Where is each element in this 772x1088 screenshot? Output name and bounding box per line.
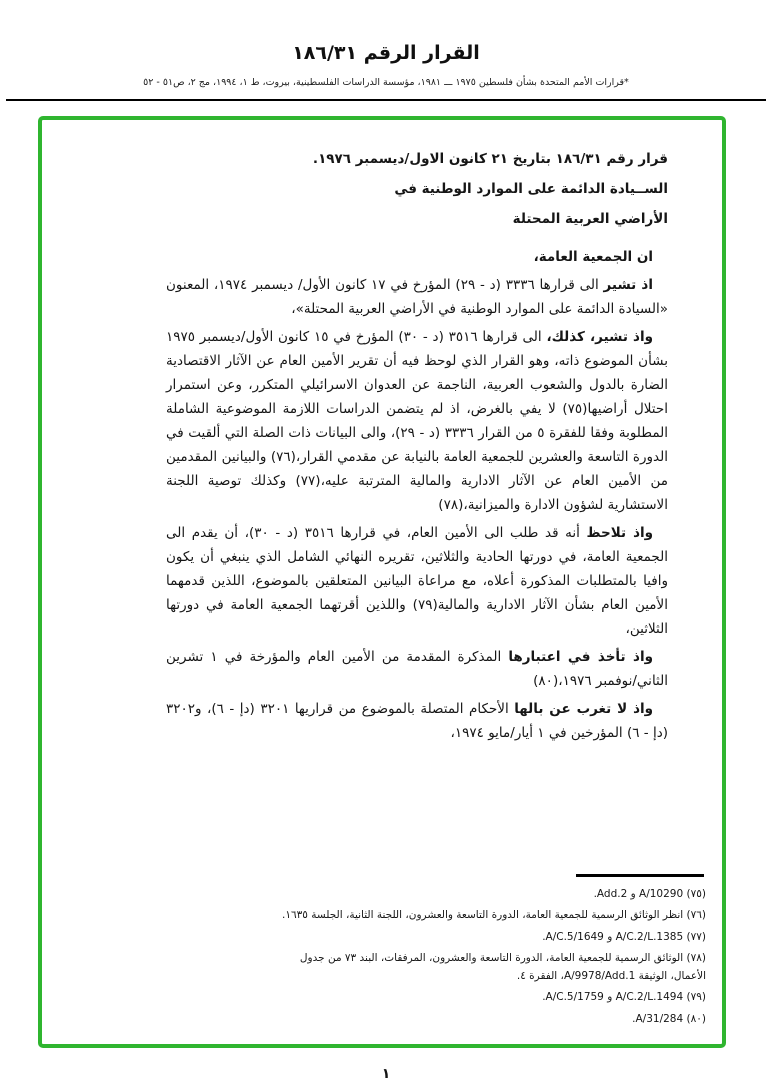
- paragraph-lead: واذ تلاحظ: [586, 525, 654, 541]
- footnote-number: (٨٠): [686, 1012, 706, 1025]
- paragraph-lead: واذ تأخذ في اعتبارها: [508, 649, 653, 665]
- footnote-number: (٧٦): [686, 909, 706, 921]
- heading-line: الســيادة الدائمة على الموارد الوطنية في: [394, 181, 668, 197]
- heading-line: قرار رقم ١٨٦/٣١ بتاريخ ٢١ كانون الاول/ديسمبر ١٩٧٦.: [312, 151, 668, 167]
- paragraph: واذ تشير، كذلك، الى قرارها ٣٥١٦ (د - ٣٠) المؤرخ في ١٥ كانون الأول/ديسمبر ١٩٧٥ بشأن الموضوع ذاته، وهو القرار الذي لوحظ فيه أن تقرير الأمين العام عن الآثار الاقتصادية الضارة بالدول والشعوب العربية، الناجمة عن العدوان الاسرائيلي المتكرر، وعن استمرار احتلال أراضيها(٧٥) لا يفي بالغرض، اذ لم يتضمن الدراسات اللازمة الموضوعية الشاملة المطلوبة وفقا للفقرة ٥ من القرار ٣٣٣٦ (د - ٢٩)، والى البيانات ذات الصلة التي ألقيت في الدورة التاسعة والعشرين للجمعية العامة بالنيابة عن مقدمي القرار،(٧٦) والبيانين المقدمين من الأمين العام عن الآثار الادارية والمالية المترتبة عليه،(٧٧) وكذلك توصية اللجنة الاستشارية لشؤون الادارة والميزانية،(٧٨): [166, 329, 669, 513]
- document-frame: [38, 116, 726, 1048]
- resolution-heading: [166, 146, 668, 233]
- footnote-number: (٧٨): [686, 952, 706, 964]
- source-citation: *قرارات الأمم المتحدة بشأن فلسطين ١٩٧٥ ـــ ١٩٨١، مؤسسة الدراسات الفلسطينية، بيروت، ط ١، ١٩٩٤، مج ٢، ص٥١ - ٥٢: [143, 77, 629, 88]
- footnote-number: (٧٥): [686, 887, 706, 900]
- header-divider: [6, 99, 766, 101]
- heading-line: الأراضي العربية المحتلة: [512, 211, 668, 227]
- footnote-number: (٧٩): [686, 991, 706, 1003]
- page-header: [0, 0, 772, 88]
- footnote: (٧٨) الوثائق الرسمية للجمعية العامة، الدورة التاسعة والعشرون، المرفقات، البند ٧٣ من جدول الأعمال، الوثيقة A/9978/Add.1، الفقرة ٤.: [299, 952, 706, 982]
- footnote: (٨٠) A/31/284.: [632, 1012, 706, 1025]
- paragraph-lead: ان الجمعية العامة،: [533, 249, 653, 265]
- footnote: (٧٦) انظر الوثائق الرسمية للجمعية العامة، الدورة التاسعة والعشرون، اللجنة الثانية، الجلسة ١٦٣٥.: [282, 909, 706, 921]
- footnote-list: [274, 886, 706, 1029]
- footnote: (٧٧) A/C.2/L.1385 و A/C.5/1649.: [542, 930, 706, 943]
- paragraph: واذ تأخذ في اعتبارها المذكرة المقدمة من الأمين العام والمؤرخة في ١ تشرين الثاني/نوفمبر ١٩٧٦،(٨٠): [166, 649, 668, 689]
- paragraph-lead: اذ تشير: [603, 277, 653, 293]
- paragraph-list: [166, 245, 668, 745]
- page-number: ١: [381, 1066, 391, 1082]
- footnote-number: (٧٧): [686, 930, 706, 943]
- footnote-block: [274, 874, 706, 1033]
- document-body: [42, 120, 722, 745]
- paragraph-lead: واذ لا تغرب عن بالها: [514, 701, 654, 717]
- paragraph: [166, 245, 668, 269]
- paragraph: واذ لا تغرب عن بالها الأحكام المتصلة بالموضوع من قراريها ٣٢٠١ (دإ - ٦)، و٣٢٠٢ (دإ - ٦) المؤرخين في ١ أيار/مايو ١٩٧٤،: [166, 701, 668, 741]
- footnote-divider: [576, 874, 704, 877]
- footnote: (٧٥) A/10290 و Add.2.: [593, 887, 706, 900]
- footnote: (٧٩) A/C.2/L.1494 و A/C.5/1759.: [542, 991, 706, 1003]
- paragraph: واذ تلاحظ أنه قد طلب الى الأمين العام، في قرارها ٣٥١٦ (د - ٣٠)، أن يقدم الى الجمعية العامة، في دورتها الحادية والثلاثين، تقريره النهائي الشامل الذي ينبغي أن يكون وافيا بالمتطلبات المذكورة أعلاه، مع مراعاة البيانين المتعلقين بالموضوع، اللذين قدمهما الأمين العام بشأن الآثار الادارية والمالية(٧٩) واللذين أقرتهما الجمعية العامة في دورتها الثلاثين،: [166, 525, 668, 637]
- paragraph-lead: واذ تشير، كذلك،: [546, 329, 654, 345]
- paragraph: اذ تشير الى قرارها ٣٣٣٦ (د - ٢٩) المؤرخ في ١٧ كانون الأول/ ديسمبر ١٩٧٤، المعنون «السيادة الدائمة على الموارد الوطنية في الأراضي العربية المحتلة»،: [166, 277, 668, 317]
- page-title: القرار الرقم ١٨٦/٣١: [292, 42, 480, 64]
